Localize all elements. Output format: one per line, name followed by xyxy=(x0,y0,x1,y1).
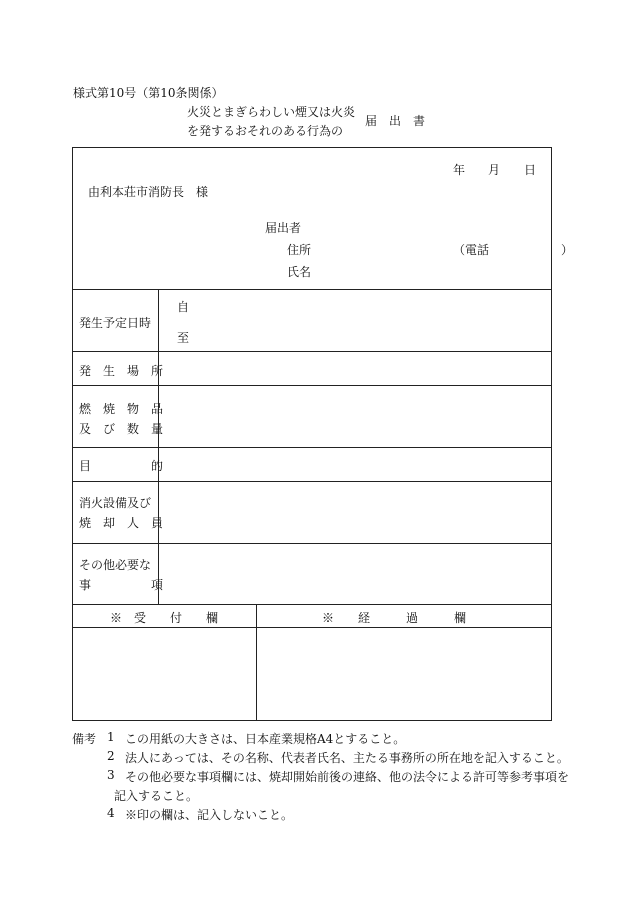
note-number: 4 xyxy=(107,806,115,820)
other-label: その他必要な 事 項 xyxy=(79,558,164,592)
title-line-1: 火災とまぎらわしい煙又は火炎 xyxy=(187,105,356,119)
note-text: 法人にあっては、その名称、代表者氏名、主たる事務所の所在地を記入すること。 xyxy=(125,751,569,765)
note-text: この用紙の大きさは、日本産業規格A4とすること。 xyxy=(125,732,406,746)
notes-label: 備考 xyxy=(72,732,97,746)
form-title-suffix: 届 出 書 xyxy=(365,114,426,128)
phone-label: （電話 ） xyxy=(453,243,574,257)
note-text: 記入すること。 xyxy=(114,789,199,803)
progress-header: ※ 経 過 欄 xyxy=(322,611,467,625)
note-text: その他必要な事項欄には、焼却開始前後の連絡、他の法令による許可等参考事項を xyxy=(125,770,570,784)
note-number: 2 xyxy=(107,749,115,763)
equipment-label: 消火設備及び 焼 却 人 員 xyxy=(79,496,164,530)
title-line-2: を発するおそれのある行為の xyxy=(187,124,344,138)
addressee: 由利本荘市消防長 様 xyxy=(88,185,209,199)
note-number: 3 xyxy=(107,768,115,782)
note-number: 1 xyxy=(107,730,115,744)
receipt-header: ※ 受 付 欄 xyxy=(110,611,219,625)
date-year-label: 年 xyxy=(453,163,466,177)
schedule-from-label: 自 xyxy=(177,300,190,314)
schedule-label: 発生予定日時 xyxy=(79,316,152,330)
form-title-subject xyxy=(187,103,355,141)
form-number: 様式第10号（第10条関係） xyxy=(73,86,224,100)
address-label: 住所 xyxy=(287,243,312,257)
notifier-label: 届出者 xyxy=(265,221,302,235)
date-day-label: 日 xyxy=(524,163,537,177)
schedule-to-label: 至 xyxy=(177,331,190,345)
materials-label: 燃 焼 物 品 及 び 数 量 xyxy=(79,402,164,436)
date-month-label: 月 xyxy=(488,163,501,177)
name-label: 氏名 xyxy=(287,265,312,279)
purpose-label: 目 的 xyxy=(79,459,164,473)
location-label: 発 生 場 所 xyxy=(79,364,164,378)
note-text: ※印の欄は、記入しないこと。 xyxy=(125,808,294,822)
